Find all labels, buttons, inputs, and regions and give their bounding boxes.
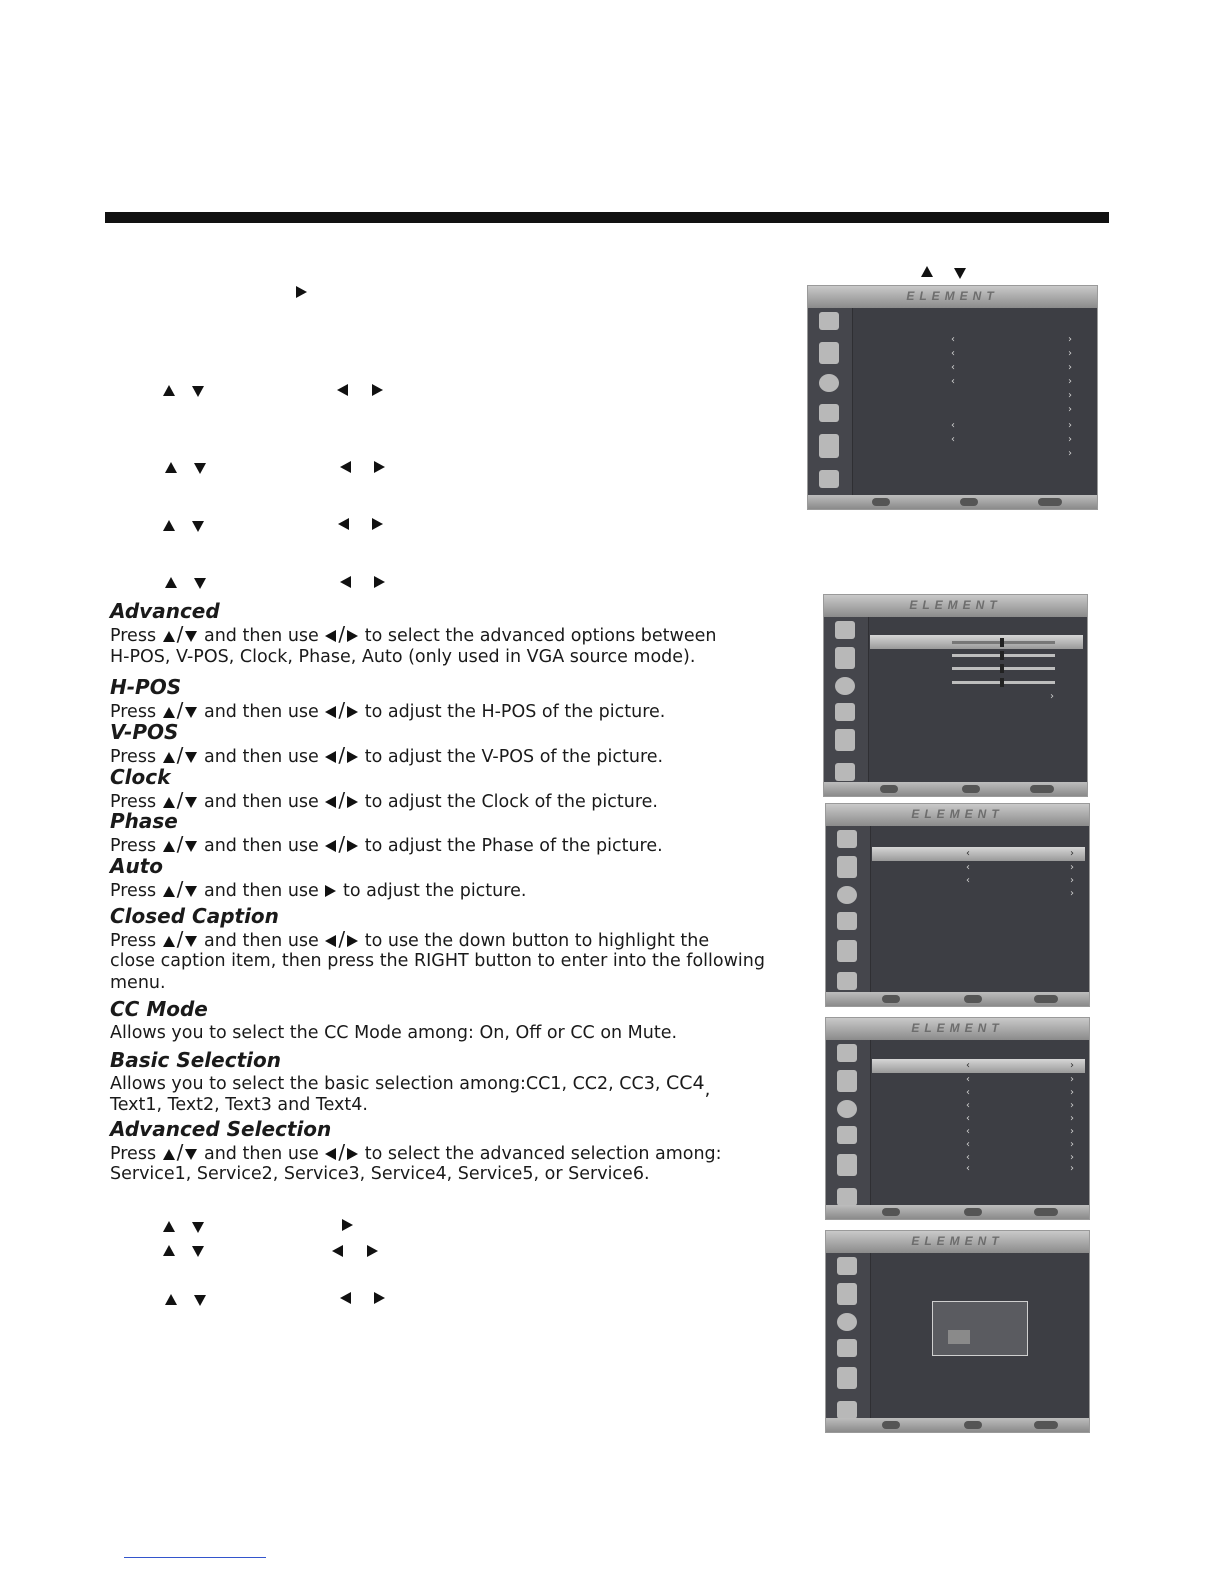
- left-arrow-icon: [338, 518, 349, 530]
- text-press: Press: [110, 792, 157, 812]
- up-arrow-icon: [165, 577, 177, 588]
- nav-updown-hint: [872, 498, 890, 506]
- down-arrow-icon: [185, 1149, 197, 1160]
- up-arrow-icon: [163, 886, 175, 897]
- vpos-line: Press / and then use / to adjust the V-POS of the picture.: [110, 743, 664, 767]
- setup-icon: [837, 1100, 857, 1118]
- screen-footer: [826, 992, 1089, 1006]
- up-arrow-icon: [163, 841, 175, 852]
- auto-heading: Auto: [110, 854, 164, 878]
- input-icon: [819, 470, 839, 488]
- setup-icon: [819, 374, 839, 392]
- right-arrow-icon: [347, 630, 358, 642]
- left-arrow-icon: [332, 1245, 343, 1257]
- up-arrow-icon: [163, 1221, 175, 1232]
- down-arrow-icon: [185, 797, 197, 808]
- screen-footer: [808, 495, 1097, 509]
- screen-footer: [826, 1205, 1089, 1219]
- picture-icon: [837, 830, 857, 848]
- screen-sidebar: [826, 1040, 871, 1205]
- nav-leftright-hint: [962, 785, 980, 793]
- down-arrow-icon: [192, 1246, 204, 1257]
- nav-leftright-hint: [964, 1421, 982, 1429]
- text-advanced-selection-desc: to select the advanced selection among:: [364, 1144, 722, 1164]
- menu-hint: [1034, 1421, 1058, 1429]
- picture-icon: [819, 312, 839, 330]
- phase-heading: Phase: [110, 809, 178, 833]
- up-arrow-icon: [163, 936, 175, 947]
- advanced-line-2: H-POS, V-POS, Clock, Phase, Auto (only used in VGA source mode).: [110, 647, 696, 667]
- menu-screen-dialog: [825, 1230, 1090, 1433]
- brand-logo: ELEMENT: [911, 1234, 1004, 1248]
- left-arrow-icon: [325, 935, 336, 947]
- highlight-row: [872, 1059, 1085, 1073]
- input-icon: [837, 1188, 857, 1206]
- screen-sidebar: [808, 308, 853, 495]
- up-arrow-icon: [165, 1294, 177, 1305]
- closed-caption-line-1: Press / and then use / to use the down button to highlight the: [110, 927, 710, 951]
- advanced-selection-heading: Advanced Selection: [110, 1117, 332, 1141]
- nav-updown-hint: [880, 785, 898, 793]
- screen-header: [826, 804, 1089, 826]
- right-arrow-icon: [347, 935, 358, 947]
- closed-caption-line-2: close caption item, then press the RIGHT button to enter into the following: [110, 951, 765, 971]
- left-arrow-icon: [325, 630, 336, 642]
- up-arrow-icon: [921, 266, 933, 277]
- up-arrow-icon: [163, 707, 175, 718]
- nav-updown-hint: [882, 1421, 900, 1429]
- text-and-then-use: and then use: [203, 1144, 319, 1164]
- down-arrow-icon: [185, 631, 197, 642]
- right-arrow-icon: [374, 1292, 385, 1304]
- text-clock-desc: to adjust the Clock of the picture.: [364, 792, 658, 812]
- sound-icon: [837, 1070, 857, 1092]
- text-cc4: CC4: [665, 1072, 705, 1094]
- screen-header: [824, 595, 1087, 617]
- menu-screen-closed-caption: ELEMENT ‹ › ‹ › ‹ › ›: [825, 803, 1090, 1007]
- text-and-then-use: and then use: [203, 792, 319, 812]
- input-icon: [837, 972, 857, 990]
- down-arrow-icon: [185, 841, 197, 852]
- text-auto-desc: to adjust the picture.: [342, 881, 527, 901]
- text-and-then-use: and then use: [203, 626, 319, 646]
- menu-hint: [1038, 498, 1062, 506]
- channel-icon: [819, 404, 839, 422]
- lock-icon: [837, 940, 857, 962]
- footer-link-underline: [124, 1557, 266, 1558]
- advanced-heading: Advanced: [110, 599, 220, 623]
- lock-icon: [819, 434, 839, 458]
- text-press: Press: [110, 931, 157, 951]
- down-arrow-icon: [185, 886, 197, 897]
- screen-sidebar: [826, 1253, 871, 1418]
- text-cc-desc: to use the down button to highlight the: [364, 931, 710, 951]
- closed-caption-line-3: menu.: [110, 973, 166, 993]
- picture-icon: [837, 1044, 857, 1062]
- dialog-button: [948, 1330, 970, 1344]
- screen-header: [808, 286, 1097, 308]
- right-arrow-icon: [374, 461, 385, 473]
- nav-updown-hint: [882, 1208, 900, 1216]
- screen-sidebar: [824, 617, 869, 782]
- down-arrow-icon: [194, 578, 206, 589]
- hpos-heading: H-POS: [110, 675, 182, 699]
- left-arrow-icon: [325, 706, 336, 718]
- basic-selection-heading: Basic Selection: [110, 1048, 281, 1072]
- cc-mode-heading: CC Mode: [110, 997, 208, 1021]
- text-press: Press: [110, 1144, 157, 1164]
- header-rule: [105, 212, 1109, 223]
- screen-header: [826, 1018, 1089, 1040]
- up-arrow-icon: [163, 631, 175, 642]
- text-vpos-desc: to adjust the V-POS of the picture.: [364, 747, 664, 767]
- down-arrow-icon: [185, 707, 197, 718]
- left-arrow-icon: [325, 840, 336, 852]
- picture-icon: [837, 1257, 857, 1275]
- nav-updown-hint: [882, 995, 900, 1003]
- text-and-then-use: and then use: [203, 881, 319, 901]
- right-arrow-icon: [347, 1148, 358, 1160]
- brand-logo: ELEMENT: [909, 598, 1002, 612]
- down-arrow-icon: [192, 521, 204, 532]
- cc-mode-line: Allows you to select the CC Mode among: On, Off or CC on Mute.: [110, 1023, 678, 1043]
- up-arrow-icon: [163, 752, 175, 763]
- lock-icon: [837, 1154, 857, 1176]
- advanced-selection-line-2: Service1, Service2, Service3, Service4, Service5, or Service6.: [110, 1164, 650, 1184]
- up-arrow-icon: [163, 1245, 175, 1256]
- menu-screen-advanced: ELEMENT ›: [823, 594, 1088, 797]
- brand-logo: ELEMENT: [911, 807, 1004, 821]
- menu-screen-picture: ELEMENT ‹ › ‹ › ‹ › ‹ › › › ‹ › ‹ › ›: [807, 285, 1098, 510]
- right-arrow-icon: [347, 751, 358, 763]
- sound-icon: [837, 1283, 857, 1305]
- down-arrow-icon: [185, 752, 197, 763]
- down-arrow-icon: [192, 386, 204, 397]
- screen-header: [826, 1231, 1089, 1253]
- right-arrow-icon: [325, 885, 336, 897]
- right-arrow-icon: [342, 1219, 353, 1231]
- down-arrow-icon: [192, 1222, 204, 1233]
- nav-leftright-hint: [964, 1208, 982, 1216]
- hpos-line: Press / and then use / to adjust the H-POS of the picture.: [110, 698, 666, 722]
- down-arrow-icon: [194, 463, 206, 474]
- right-arrow-icon: [374, 576, 385, 588]
- left-arrow-icon: [325, 796, 336, 808]
- text-press: Press: [110, 881, 157, 901]
- brand-logo: ELEMENT: [906, 289, 999, 303]
- menu-hint: [1034, 1208, 1058, 1216]
- down-arrow-icon: [194, 1295, 206, 1306]
- text-press: Press: [110, 747, 157, 767]
- right-arrow-icon: [347, 796, 358, 808]
- advanced-line-1: Press / and then use / to select the advanced options between: [110, 622, 717, 646]
- right-arrow-icon: [347, 706, 358, 718]
- sound-icon: [835, 647, 855, 669]
- text-hpos-desc: to adjust the H-POS of the picture.: [364, 702, 666, 722]
- right-arrow-icon: [347, 840, 358, 852]
- channel-icon: [837, 912, 857, 930]
- text-and-then-use: and then use: [203, 931, 319, 951]
- text-phase-desc: to adjust the Phase of the picture.: [364, 836, 663, 856]
- text-and-then-use: and then use: [203, 747, 319, 767]
- basic-selection-line-2: Text1, Text2, Text3 and Text4.: [110, 1095, 368, 1115]
- up-arrow-icon: [163, 520, 175, 531]
- nav-leftright-hint: [964, 995, 982, 1003]
- closed-caption-heading: Closed Caption: [110, 904, 279, 928]
- clock-line: Press / and then use / to adjust the Clock of the picture.: [110, 788, 658, 812]
- setup-icon: [837, 1313, 857, 1331]
- channel-icon: [837, 1126, 857, 1144]
- auto-line: Press / and then use to adjust the picture.: [110, 877, 527, 901]
- input-icon: [835, 763, 855, 781]
- phase-line: Press / and then use / to adjust the Phase of the picture.: [110, 832, 663, 856]
- confirm-dialog: [932, 1301, 1028, 1356]
- text-press: Press: [110, 836, 157, 856]
- lock-icon: [837, 1367, 857, 1389]
- menu-screen-caption-options: ELEMENT ‹ › ‹ › ‹ › ‹ › ‹ › ‹ › ‹ › ‹ › ‹ ›: [825, 1017, 1090, 1220]
- input-icon: [837, 1401, 857, 1419]
- lock-icon: [835, 729, 855, 751]
- left-arrow-icon: [325, 751, 336, 763]
- setup-icon: [837, 886, 857, 904]
- left-arrow-icon: [337, 384, 348, 396]
- vpos-heading: V-POS: [110, 720, 179, 744]
- text-advanced-desc: to select the advanced options between: [364, 626, 717, 646]
- text-basic-desc: Allows you to select the basic selection among:CC1, CC2, CC3,: [110, 1074, 661, 1094]
- text-press: Press: [110, 626, 157, 646]
- right-arrow-icon: [296, 286, 307, 298]
- text-and-then-use: and then use: [203, 702, 319, 722]
- screen-sidebar: [826, 826, 871, 992]
- down-arrow-icon: [954, 268, 966, 279]
- brand-logo: ELEMENT: [911, 1021, 1004, 1035]
- advanced-selection-line-1: Press / and then use / to select the advanced selection among:: [110, 1140, 722, 1164]
- sound-icon: [819, 342, 839, 364]
- left-arrow-icon: [340, 1292, 351, 1304]
- menu-hint: [1034, 995, 1058, 1003]
- menu-hint: [1030, 785, 1054, 793]
- clock-heading: Clock: [110, 765, 171, 789]
- picture-icon: [835, 621, 855, 639]
- left-arrow-icon: [340, 461, 351, 473]
- text-and-then-use: and then use: [203, 836, 319, 856]
- channel-icon: [837, 1339, 857, 1357]
- right-arrow-icon: [372, 384, 383, 396]
- up-arrow-icon: [163, 797, 175, 808]
- setup-icon: [835, 677, 855, 695]
- up-arrow-icon: [165, 462, 177, 473]
- right-arrow-icon: [372, 518, 383, 530]
- channel-icon: [835, 703, 855, 721]
- left-arrow-icon: [340, 576, 351, 588]
- left-arrow-icon: [325, 1148, 336, 1160]
- sound-icon: [837, 856, 857, 878]
- highlight-row: [872, 847, 1085, 861]
- right-arrow-icon: [367, 1245, 378, 1257]
- screen-footer: [826, 1418, 1089, 1432]
- text-press: Press: [110, 702, 157, 722]
- nav-leftright-hint: [960, 498, 978, 506]
- basic-selection-line-1: Allows you to select the basic selection among:CC1, CC2, CC3, CC4,: [110, 1072, 711, 1100]
- down-arrow-icon: [185, 936, 197, 947]
- up-arrow-icon: [163, 1149, 175, 1160]
- up-arrow-icon: [163, 385, 175, 396]
- screen-footer: [824, 782, 1087, 796]
